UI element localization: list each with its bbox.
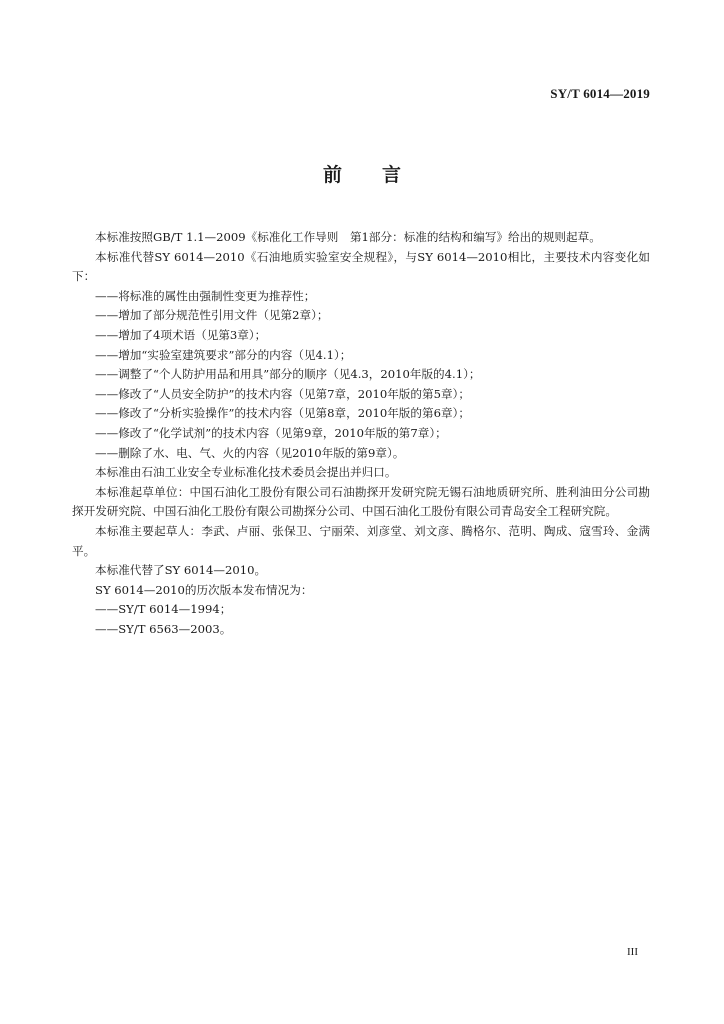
paragraph-replacement: 本标准代替SY 6014—2010《石油地质实验室安全规程》，与SY 6014—2010相比，主要技术内容变化如下： — [72, 249, 650, 284]
history-list — [72, 600, 650, 639]
foreword-body — [72, 228, 650, 639]
paragraph-history-intro: SY 6014—2010的历次版本发布情况为： — [95, 582, 313, 597]
page-number: III — [627, 946, 638, 958]
paragraph-drafting-rules: 本标准按照GB/T 1.1—2009《标准化工作导则 第1部分：标准的结构和编写》给出的规则起草。 — [95, 230, 601, 244]
list-item: ——删除了水、电、气、火的内容（见2010年版的第9章）。 — [95, 445, 405, 460]
list-item: ——SY/T 6563—2003。 — [95, 621, 232, 636]
list-item: ——将标准的属性由强制性变更为推荐性； — [95, 288, 316, 303]
list-item: ——修改了“分析实验操作”的技术内容（见第8章，2010年版的第6章）； — [95, 406, 470, 421]
list-item: ——调整了“个人防护用品和用具”部分的顺序（见4.3，2010年版的4.1）； — [95, 367, 481, 382]
paragraph-drafters: 本标准主要起草人：李武、卢丽、张保卫、宁丽荣、刘彦堂、刘文彦、腾格尔、范明、陶成、寇雪玲、金满平。 — [72, 523, 650, 558]
list-item: ——修改了“人员安全防护”的技术内容（见第7章，2010年版的第5章）； — [95, 386, 470, 401]
paragraph-drafting-units: 本标准起草单位：中国石油化工股份有限公司石油勘探开发研究院无锡石油地质研究所、胜利油田分公司勘探开发研究院、中国石油化工股份有限公司勘探分公司、中国石油化工股份有限公司青岛安全工程研究院。 — [72, 484, 650, 519]
paragraph-proposer: 本标准由石油工业安全专业标准化技术委员会提出并归口。 — [95, 465, 397, 480]
changes-list — [72, 287, 650, 463]
list-item: ——修改了“化学试剂”的技术内容（见第9章，2010年版的第7章）； — [95, 425, 447, 440]
standard-code: SY/T 6014—2019 — [550, 86, 650, 101]
page-title — [0, 160, 724, 187]
title-char-2: 言 — [382, 164, 402, 186]
list-item: ——SY/T 6014—1994； — [95, 602, 232, 617]
list-item: ——增加了部分规范性引用文件（见第2章）； — [95, 308, 329, 323]
list-item: ——增加了4项术语（见第3章）； — [95, 327, 267, 342]
title-char-1: 前 — [322, 164, 342, 186]
paragraph-supersedes: 本标准代替了SY 6014—2010。 — [95, 563, 267, 578]
list-item: ——增加“实验室建筑要求”部分的内容（见4.1）； — [95, 347, 352, 362]
